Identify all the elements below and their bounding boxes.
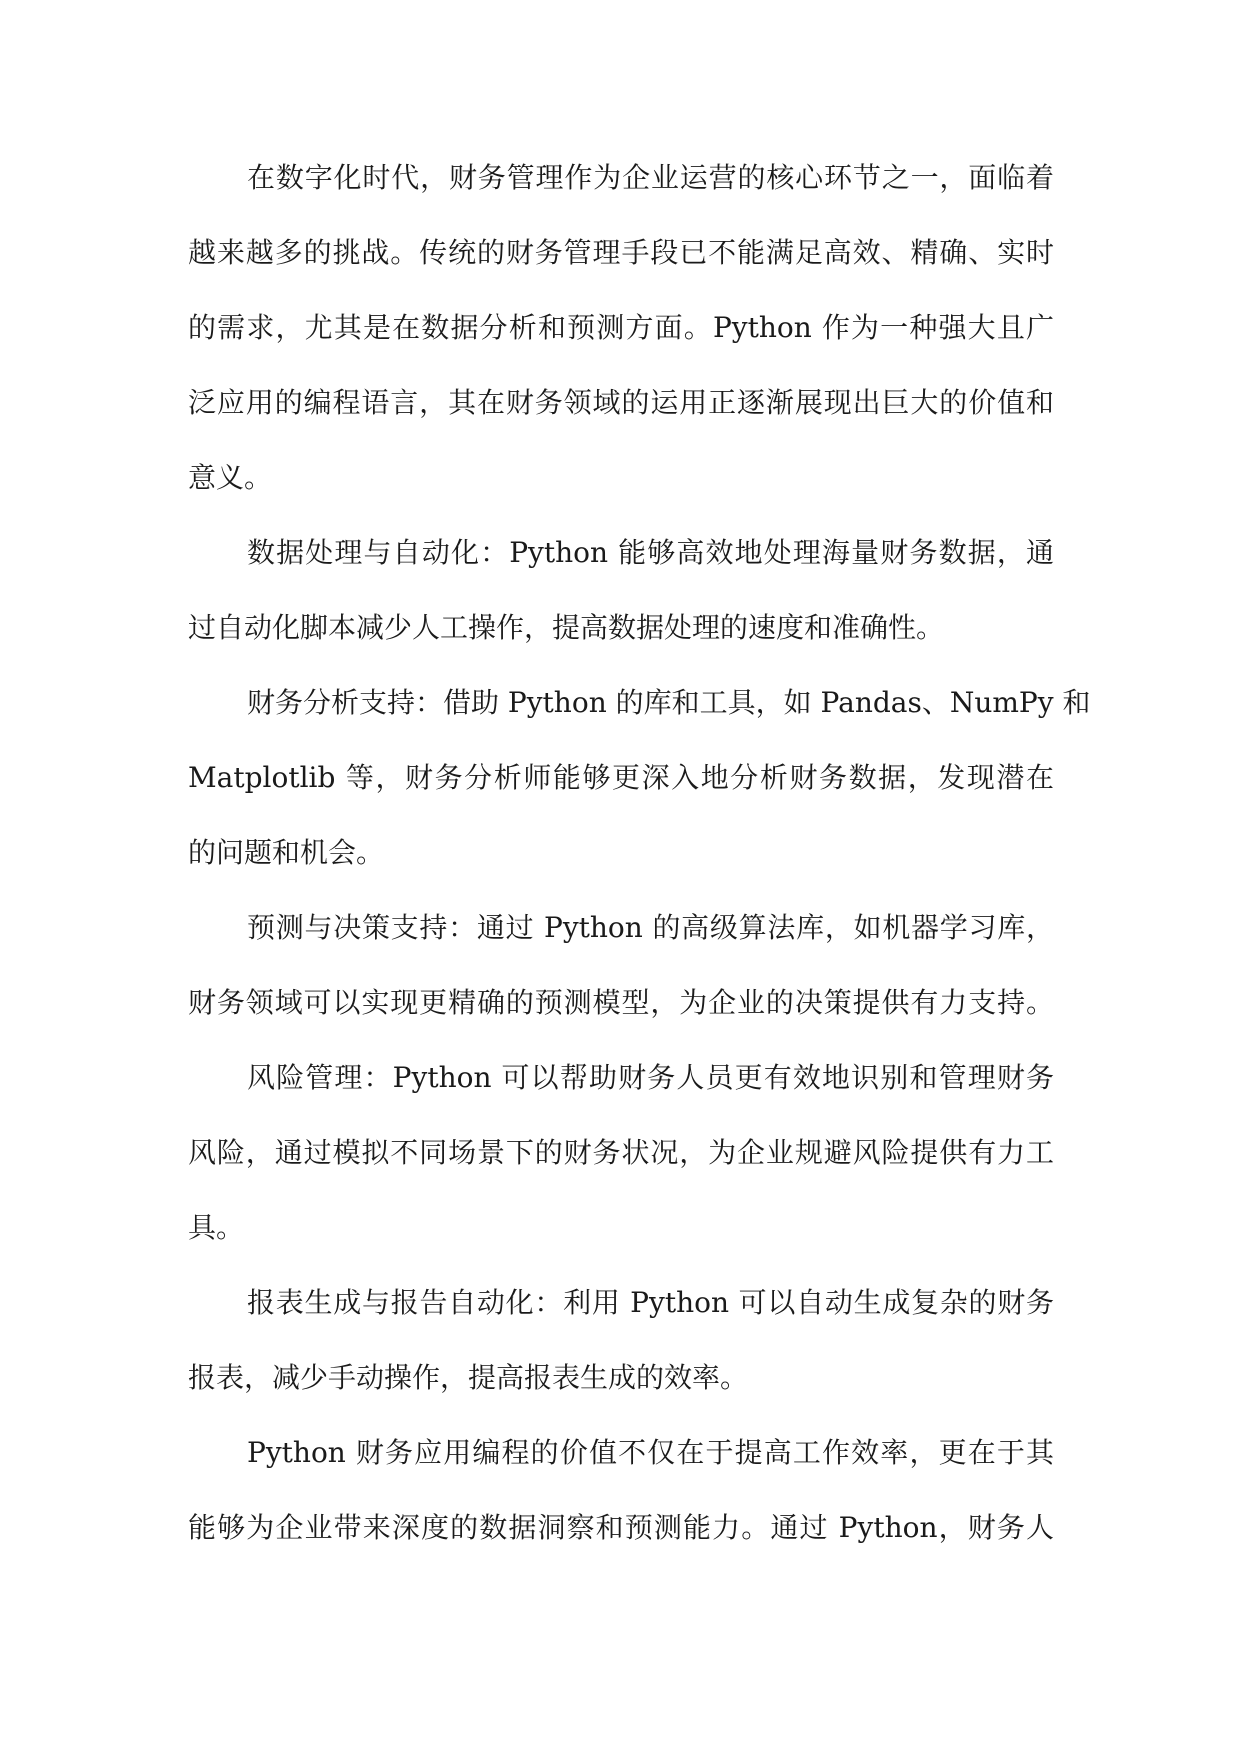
paragraph-5-line-1: 风险管理：Python 可以帮助财务人员更有效地识别和管理财务 bbox=[247, 1061, 1054, 1094]
paragraph-2-line-1: 数据处理与自动化：Python 能够高效地处理海量财务数据，通 bbox=[247, 536, 1054, 569]
paragraph-1-line-5: 意义。 bbox=[188, 461, 273, 494]
paragraph-4-line-1: 预测与决策支持：通过 Python 的高级算法库，如机器学习库， bbox=[247, 911, 1054, 944]
paragraph-7-line-2: 能够为企业带来深度的数据洞察和预测能力。通过 Python，财务人 bbox=[188, 1511, 1054, 1544]
paragraph-3-line-2: Matplotlib 等，财务分析师能够更深入地分析财务数据，发现潜在 bbox=[188, 761, 1054, 794]
paragraph-3-line-1: 财务分析支持：借助 Python 的库和工具，如 Pandas、NumPy 和 bbox=[247, 686, 1091, 719]
paragraph-1-line-2: 越来越多的挑战。传统的财务管理手段已不能满足高效、精确、实时 bbox=[188, 236, 1054, 269]
paragraph-6-line-1: 报表生成与报告自动化：利用 Python 可以自动生成复杂的财务 bbox=[247, 1286, 1054, 1319]
paragraph-5-line-2: 风险，通过模拟不同场景下的财务状况，为企业规避风险提供有力工 bbox=[188, 1136, 1054, 1169]
paragraph-4-line-2: 财务领域可以实现更精确的预测模型，为企业的决策提供有力支持。 bbox=[188, 986, 1054, 1019]
paragraph-1-line-1: 在数字化时代，财务管理作为企业运营的核心环节之一，面临着 bbox=[247, 161, 1054, 194]
paragraph-1-line-4: 泛应用的编程语言，其在财务领域的运用正逐渐展现出巨大的价值和 bbox=[188, 386, 1054, 419]
paragraph-3-line-3: 的问题和机会。 bbox=[188, 836, 385, 869]
document-body bbox=[188, 140, 1091, 1565]
paragraph-7-line-1: Python 财务应用编程的价值不仅在于提高工作效率，更在于其 bbox=[247, 1436, 1054, 1469]
paragraph-1-line-3: 的需求，尤其是在数据分析和预测方面。Python 作为一种强大且广 bbox=[188, 311, 1054, 344]
paragraph-6-line-2: 报表，减少手动操作，提高报表生成的效率。 bbox=[188, 1361, 749, 1394]
paragraph-5-line-3: 具。 bbox=[188, 1211, 245, 1244]
paragraph-2-line-2: 过自动化脚本减少人工操作，提高数据处理的速度和准确性。 bbox=[188, 611, 945, 644]
